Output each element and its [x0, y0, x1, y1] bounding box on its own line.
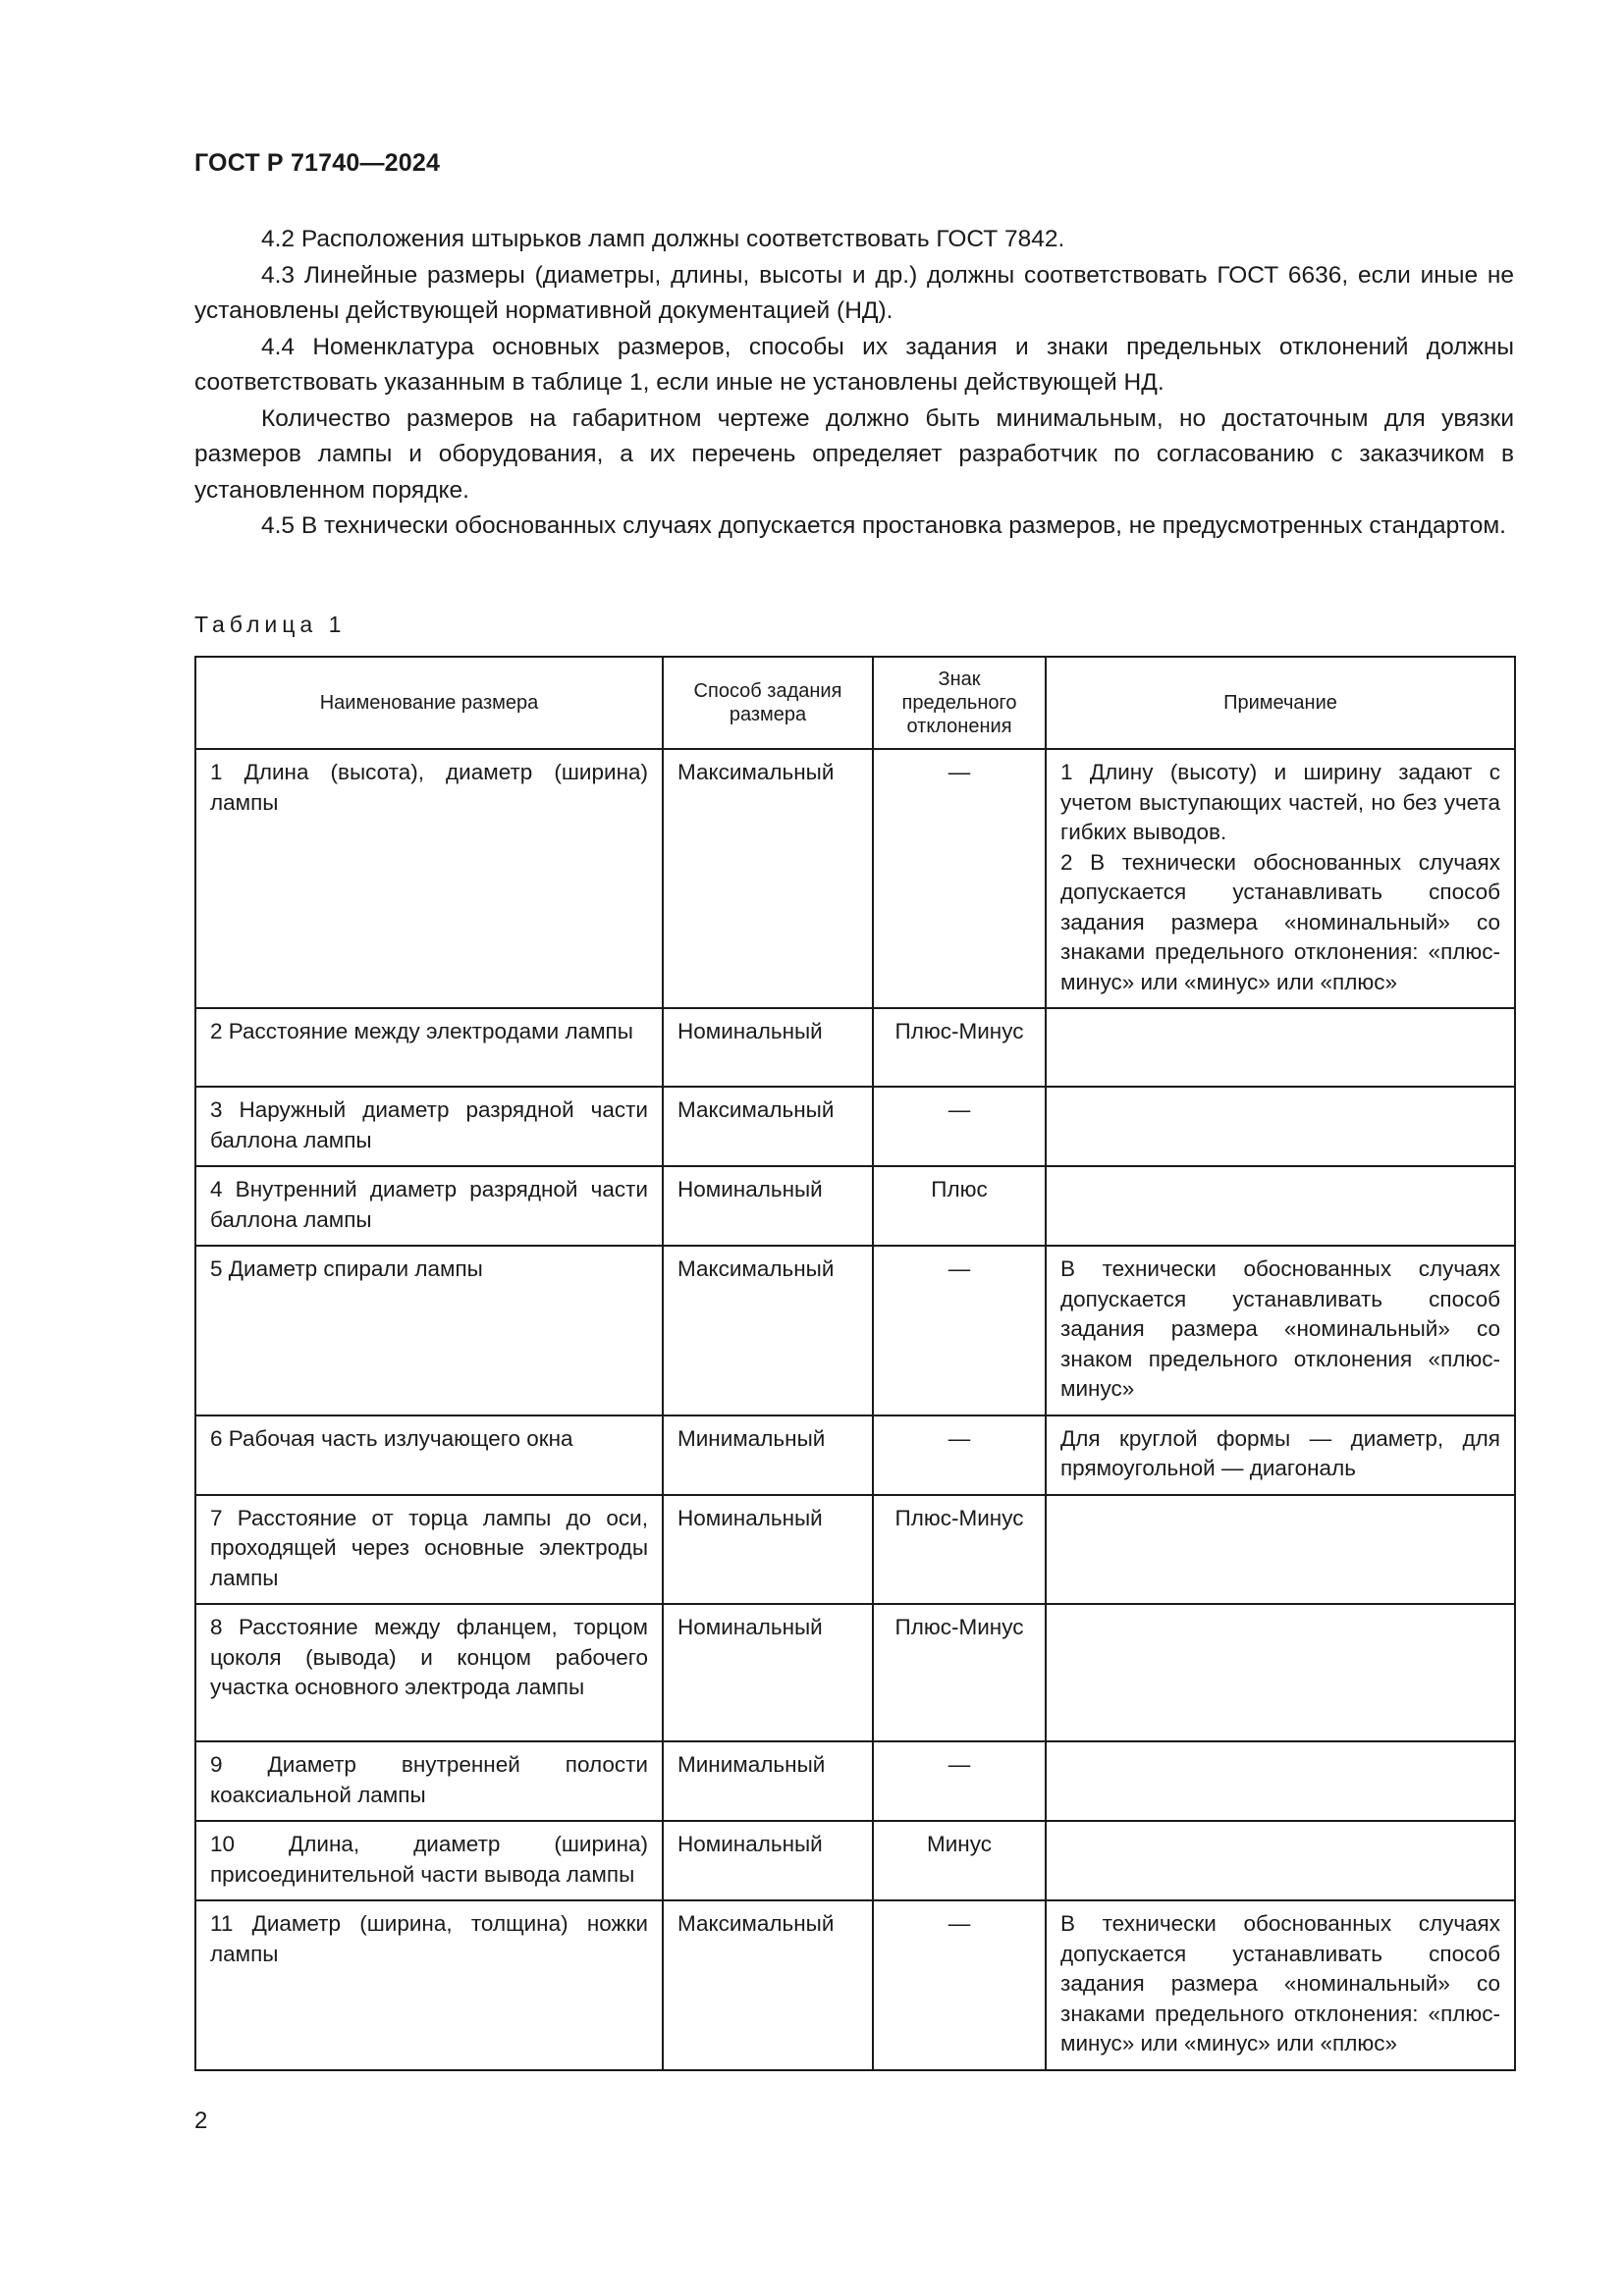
cell-note — [1046, 1821, 1515, 1900]
cell-deviation-sign: — — [873, 1087, 1046, 1166]
table-row — [195, 1087, 1515, 1166]
cell-method: Номинальный — [663, 1604, 873, 1741]
cell-size-name: 2 Расстояние между электродами лампы — [195, 1008, 663, 1087]
table-row — [195, 1415, 1515, 1495]
cell-size-name: 9 Диаметр внутренней полости коаксиальной лампы — [195, 1741, 663, 1821]
cell-note: В технически обоснованных случаях допускается устанавливать способ задания размера «номинальный» со знаком предельного отклонения «плюс-минус» — [1046, 1246, 1515, 1415]
cell-note — [1046, 1008, 1515, 1087]
cell-deviation-sign: — — [873, 1741, 1046, 1821]
page-number: 2 — [194, 2108, 208, 2134]
dimensions-table — [194, 656, 1516, 2071]
cell-deviation-sign: Плюс — [873, 1166, 1046, 1246]
cell-method: Максимальный — [663, 1246, 873, 1415]
header-method: Способ задания размера — [663, 657, 873, 749]
cell-note — [1046, 749, 1515, 1008]
cell-method: Минимальный — [663, 1415, 873, 1495]
document-header: ГОСТ Р 71740—2024 — [194, 149, 441, 177]
cell-deviation-sign: Плюс-Минус — [873, 1495, 1046, 1605]
cell-deviation-sign: Плюс-Минус — [873, 1008, 1046, 1087]
paragraph: 4.4 Номенклатура основных размеров, способы их задания и знаки предельных отклонений должны соответствовать указанным в таблице 1, если иные не установлены действующей НД. — [194, 333, 1514, 396]
cell-size-name: 6 Рабочая часть излучающего окна — [195, 1415, 663, 1495]
table-row — [195, 1246, 1515, 1415]
paragraph: 4.3 Линейные размеры (диаметры, длины, высоты и др.) должны соответствовать ГОСТ 6636, если иные не установлены действующей нормативной документацией (НД). — [194, 261, 1514, 324]
table-row — [195, 1604, 1515, 1741]
cell-method: Максимальный — [663, 749, 873, 1008]
cell-note — [1046, 1741, 1515, 1821]
cell-note — [1046, 1604, 1515, 1741]
table-row — [195, 1495, 1515, 1605]
note-line: 1 Длину (высоту) и ширину задают с учетом выступающих частей, но без учета гибких выводов. — [1060, 760, 1500, 844]
table-header-row — [195, 657, 1515, 749]
header-note: Примечание — [1046, 657, 1515, 749]
cell-deviation-sign: — — [873, 1415, 1046, 1495]
table-row — [195, 1900, 1515, 2070]
cell-method: Максимальный — [663, 1900, 873, 2070]
cell-size-name: 11 Диаметр (ширина, толщина) ножки лампы — [195, 1900, 663, 2070]
cell-note — [1046, 1166, 1515, 1246]
cell-size-name: 4 Внутренний диаметр разрядной части баллона лампы — [195, 1166, 663, 1246]
cell-method: Номинальный — [663, 1495, 873, 1605]
cell-size-name: 7 Расстояние от торца лампы до оси, проходящей через основные электроды лампы — [195, 1495, 663, 1605]
cell-method: Номинальный — [663, 1166, 873, 1246]
body-text — [194, 222, 1514, 545]
cell-method: Номинальный — [663, 1821, 873, 1900]
cell-note: Для круглой формы — диаметр, для прямоугольной — диагональ — [1046, 1415, 1515, 1495]
paragraph: 4.2 Расположения штырьков ламп должны соответствовать ГОСТ 7842. — [261, 226, 1065, 252]
note-line: 2 В технически обоснованных случаях допускается устанавливать способ задания размера «номинальный» со знаками предельного отклонения: «плюс-минус» или «минус» или «плюс» — [1060, 849, 1500, 994]
cell-size-name: 3 Наружный диаметр разрядной части баллона лампы — [195, 1087, 663, 1166]
table-caption: Таблица 1 — [194, 612, 347, 637]
table-row — [195, 1008, 1515, 1087]
header-size-name: Наименование размера — [195, 657, 663, 749]
cell-method: Максимальный — [663, 1087, 873, 1166]
cell-note — [1046, 1087, 1515, 1166]
table-row — [195, 1821, 1515, 1900]
cell-deviation-sign: Минус — [873, 1821, 1046, 1900]
header-deviation-sign: Знак предельного отклонения — [873, 657, 1046, 749]
table-row — [195, 1741, 1515, 1821]
cell-deviation-sign: Плюс-Минус — [873, 1604, 1046, 1741]
cell-deviation-sign: — — [873, 749, 1046, 1008]
cell-size-name: 1 Длина (высота), диаметр (ширина) лампы — [195, 749, 663, 1008]
table-row — [195, 749, 1515, 1008]
paragraph: Количество размеров на габаритном чертеже должно быть минимальным, но достаточным для увязки размеров лампы и оборудования, а их перечень определяет разработчик по согласованию с заказчиком в установленном порядке. — [194, 404, 1514, 504]
cell-size-name: 5 Диаметр спирали лампы — [195, 1246, 663, 1415]
cell-method: Минимальный — [663, 1741, 873, 1821]
cell-size-name: 10 Длина, диаметр (ширина) присоединительной части вывода лампы — [195, 1821, 663, 1900]
cell-deviation-sign: — — [873, 1900, 1046, 2070]
cell-deviation-sign: — — [873, 1246, 1046, 1415]
paragraph: 4.5 В технически обоснованных случаях допускается простановка размеров, не предусмотренных стандартом. — [261, 512, 1506, 539]
cell-note: В технически обоснованных случаях допускается устанавливать способ задания размера «номинальный» со знаками предельного отклонения: «плюс-минус» или «минус» или «плюс» — [1046, 1900, 1515, 2070]
cell-note — [1046, 1495, 1515, 1605]
cell-size-name: 8 Расстояние между фланцем, торцом цоколя (вывода) и концом рабочего участка основного электрода лампы — [195, 1604, 663, 1741]
table-row — [195, 1166, 1515, 1246]
cell-method: Номинальный — [663, 1008, 873, 1087]
